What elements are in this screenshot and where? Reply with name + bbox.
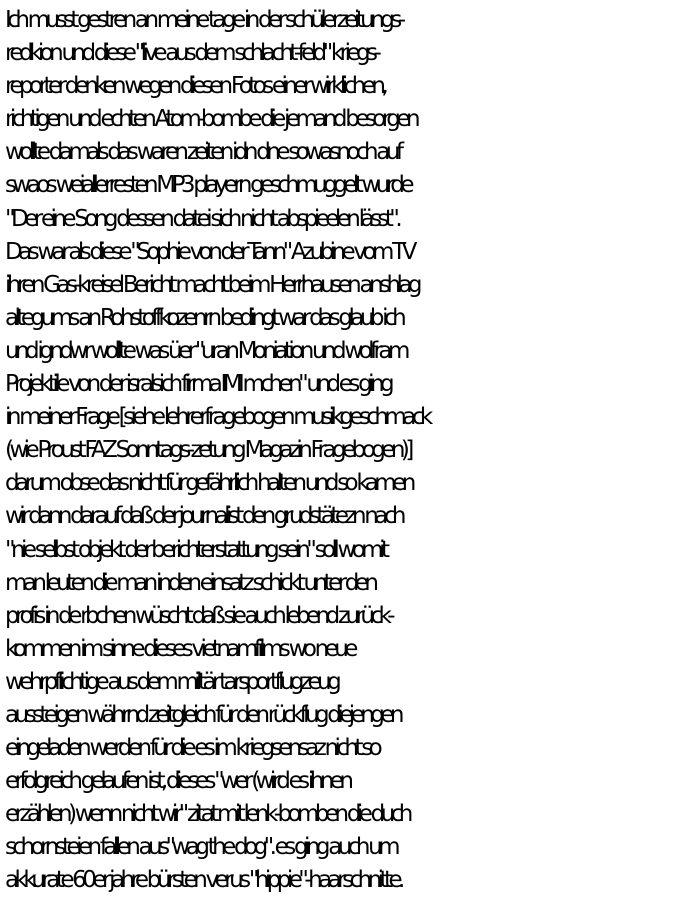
- text-line: redkion und diese "live aus dem schlacht-feld" kriegs-: [5, 40, 378, 67]
- text-line: (wie Proust FAZ Sonntags-zetung Magazin Fragebogen)]: [5, 437, 410, 464]
- text-line: wehrpflichtige aus dem miltär tarsportflugzeug: [5, 668, 338, 695]
- text-line: Projektile von der isralsich firma IMI mchen" und es ging: [5, 371, 391, 398]
- text-line: "Der eine Song dessen datei sich nicht abspieelen lässt".: [5, 205, 399, 232]
- text-line: Ich musst gestren an meine tage in der schülerzeitungs-: [5, 7, 402, 33]
- text-line: ihren Gas-kreisel Bericht macht beim Herrhausen anshlag: [5, 271, 418, 298]
- text-line: Das war als diese "Sophie von der Tann" Azubine vom TV: [5, 238, 413, 265]
- text-line: aussteigen währnd zeitgleich für den rückflug diejengen: [5, 701, 400, 728]
- text-line: darum obse das nicht für gefährlich halten und so kamen: [5, 470, 412, 497]
- text-line: reporter denken wegen diesen Fotos einer wirklichen,: [5, 73, 385, 100]
- document-body: [5, 4, 683, 898]
- text-line: in meiner Frage [siehe lehrerfragebogen musikgeschmack: [5, 404, 429, 431]
- text-line: schornsteien fallen aus"wag the dog". es ging auch um: [5, 834, 397, 861]
- text-line: eingeladen werden für die es im kriegsensaz nicht so: [5, 735, 379, 762]
- text-line: akkurate 60er jahre bürsten verus "hippie"-haarschnitte.: [5, 867, 401, 894]
- text-line: wir dann darauf daß der journalist den grudstätezn nach: [5, 503, 402, 530]
- text-line: erfolgreich gelaufen ist, dieses "wer (wird es ihnen: [5, 768, 350, 795]
- text-line: "nie selbst objekt der berichterstattung sein" soll womit: [5, 536, 386, 563]
- text-line: man leuten die man inden einsatz schickt unter den: [5, 569, 375, 596]
- text-line: swaos weiallerresten MP3 playern geschmuggelt wurde: [5, 172, 410, 199]
- text-line: kommen im sinne dieses vietnamfilms wo neue: [5, 635, 354, 662]
- text-line: altegums an Rohstoffkozenrn bedingt war das glaub ich: [5, 304, 403, 331]
- text-line: erzählen) wenn nicht wir" zitat mit lenk-bomben die duch: [5, 801, 409, 828]
- text-line: und igndwr wollte was üer "uran Moniation und wolfram: [5, 337, 406, 364]
- text-line: richtigen und echten Atom-bombe die jemand besorgen: [5, 106, 416, 133]
- text-line: profis in de rbchen wüscht daß sie auch lebend zurück-: [5, 602, 392, 629]
- text-line: wollte damals das waren zeiten idn dne sowasnoch auf: [5, 139, 400, 166]
